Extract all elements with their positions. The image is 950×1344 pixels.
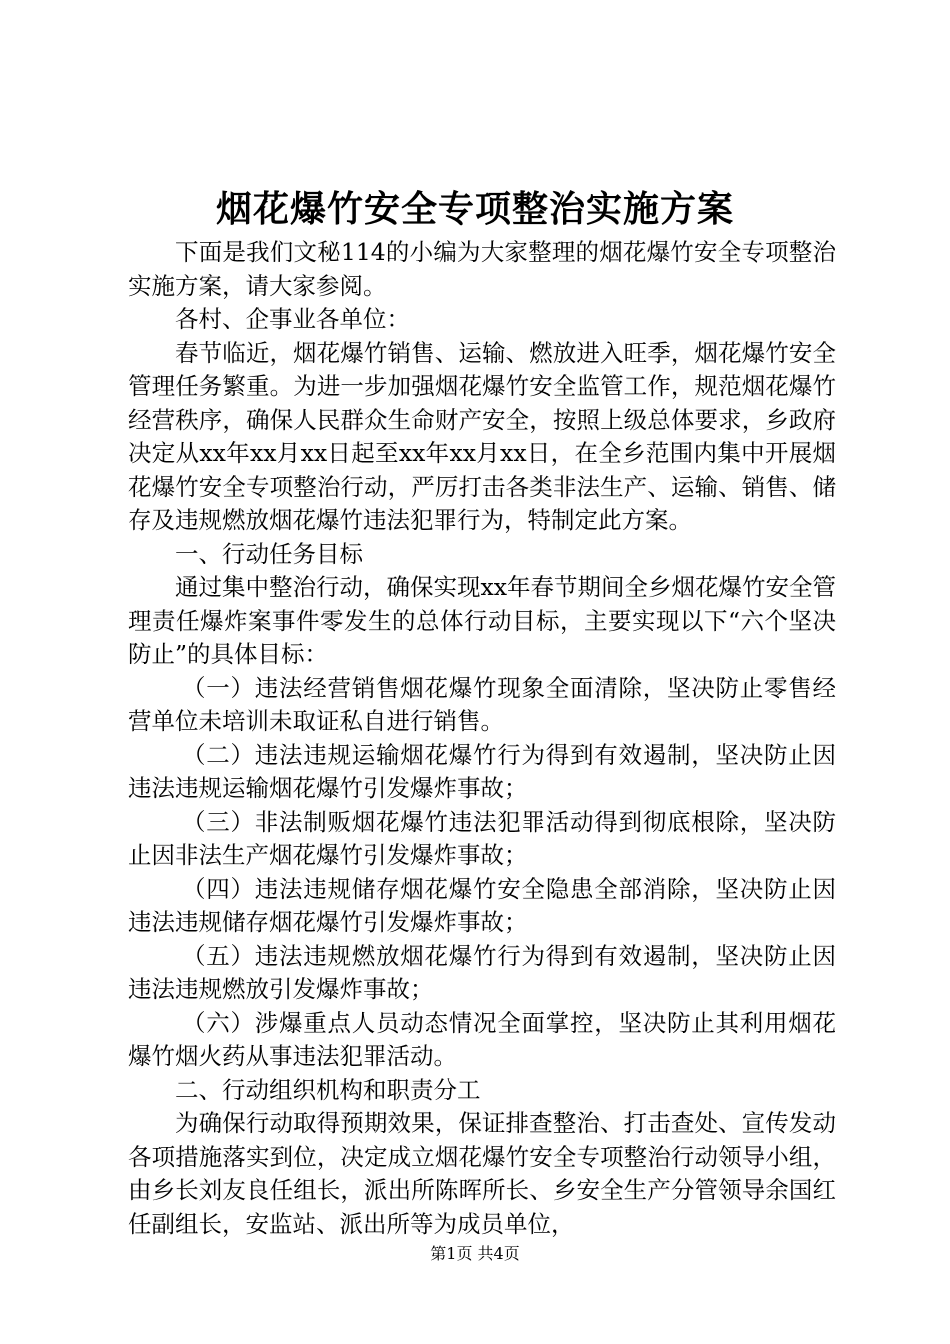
page-number-footer: 第1页 共4页 [430,1244,520,1263]
section-heading-2: 二、行动组织机构和职责分工 [175,1075,481,1104]
document-body [128,236,836,1241]
document-title: 烟花爆竹安全专项整治实施方案 [215,188,734,230]
salutation: 各村、企事业各单位： [175,305,410,333]
goal-item-5: （五）违法违规燃放烟花爆竹行为得到有效遏制，坚决防止因违法违规燃放引发爆炸事故； [128,941,836,1003]
background-paragraph: 春节临近，烟花爆竹销售、运输、燃放进入旺季，烟花爆竹安全管理任务繁重。为进一步加强烟花爆竹安全监管工作，规范烟花爆竹经营秩序，确保人民群众生命财产安全，按照上级总体要求，乡政府决定从xx年xx月xx日起至xx年xx月xx日，在全乡范围内集中开展烟花爆竹安全专项整治行动，严厉打击各类非法生产、运输、销售、储存及违规燃放烟花爆竹违法犯罪行为，特制定此方案。 [128,338,836,534]
goal-item-4: （四）违法违规储存烟花爆竹安全隐患全部消除，坚决防止因违法违规储存烟花爆竹引发爆炸事故； [128,874,836,936]
goal-item-1: （一）违法经营销售烟花爆竹现象全面清除，坚决防止零售经营单位未培训未取证私自进行销售。 [128,673,836,735]
section-heading-1: 一、行动任务目标 [175,539,363,568]
goal-item-2: （二）违法违规运输烟花爆竹行为得到有效遏制，坚决防止因违法违规运输烟花爆竹引发爆炸事故； [128,740,836,802]
goal-item-3: （三）非法制贩烟花爆竹违法犯罪活动得到彻底根除，坚决防止因非法生产烟花爆竹引发爆炸事故； [128,807,836,869]
intro-paragraph: 下面是我们文秘114的小编为大家整理的烟花爆竹安全专项整治实施方案，请大家参阅。 [128,238,836,300]
goal-item-6: （六）涉爆重点人员动态情况全面掌控，坚决防止其利用烟花爆竹烟火药从事违法犯罪活动。 [128,1008,836,1070]
organization-paragraph: 为确保行动取得预期效果，保证排查整治、打击查处、宣传发动各项措施落实到位，决定成立烟花爆竹安全专项整治行动领导小组，由乡长刘友良任组长，派出所陈晖所长、乡安全生产分管领导余国红任副组长，安监站、派出所等为成员单位， [128,1109,836,1238]
goal-paragraph: 通过集中整治行动，确保实现xx年春节期间全乡烟花爆竹安全管理责任爆炸案事件零发生的总体行动目标，主要实现以下“六个坚决防止”的具体目标： [128,573,837,668]
